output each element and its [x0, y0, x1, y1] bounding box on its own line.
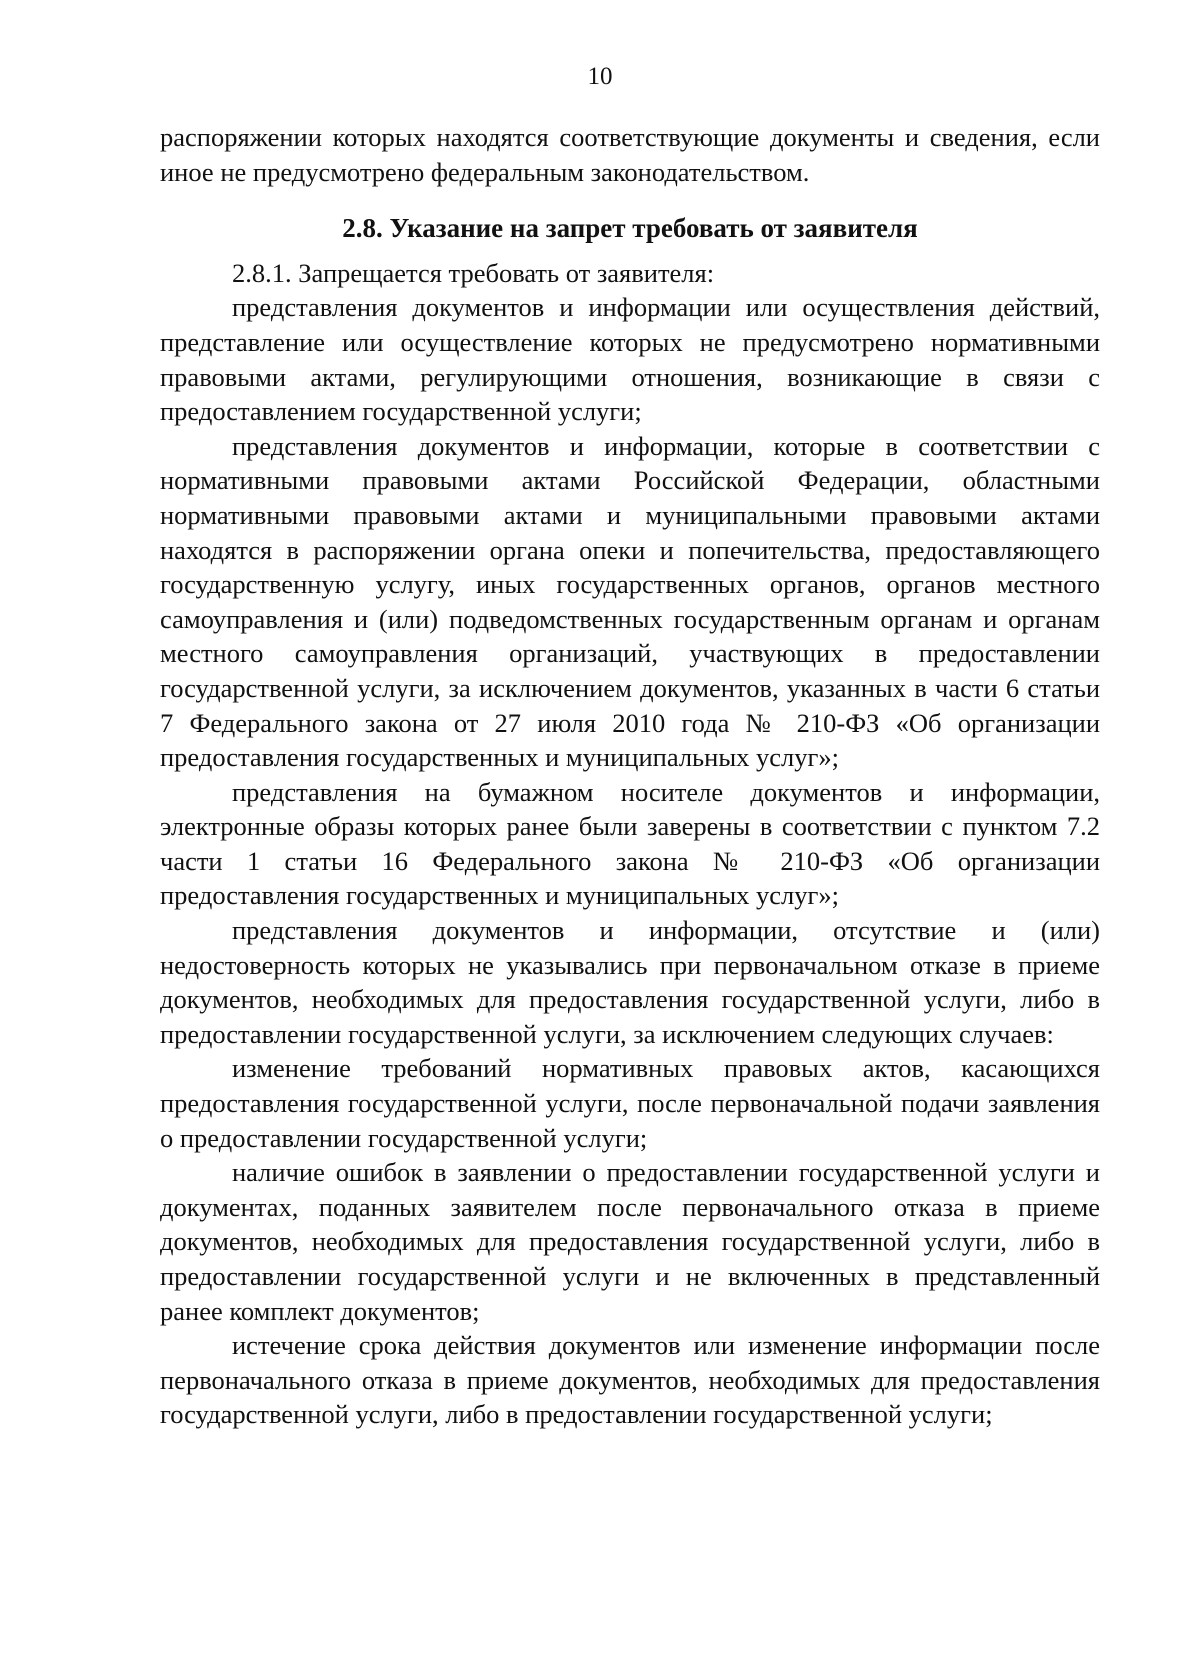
clause-intro: 2.8.1. Запрещается требовать от заявителя:: [232, 257, 715, 288]
paragraph: представления документов и информации, которые в соответствии с нормативными правовыми актами Российской Федерации, областными нормативными правовыми актами и муниципальными правовыми актами находятся в распоряжении органа опеки и попечительства, предоставляющего государственную услугу, иных государственных органов, органов местного самоуправления и (или) подведомственных государственным органам и органам местного самоуправления организаций, участвующих в предоставлении государственной услуги, за исключением документов, указанных в части 6 статьи 7 Федерального закона от 27 июля 2010 года № 210-ФЗ «Об организации предоставления государственных и муниципальных услуг»;: [160, 430, 1100, 773]
paragraph: представления на бумажном носителе документов и информации, электронные образы которых ранее были заверены в соответствии с пунктом 7.2 части 1 статьи 16 Федерального закона № 210-ФЗ «Об организации предоставления государственных и муниципальных услуг»;: [160, 776, 1100, 911]
paragraph: наличие ошибок в заявлении о предоставлении государственной услуги и документах, поданных заявителем после первоначального отказа в приеме документов, необходимых для предоставления государственной услуги, либо в предоставлении государственной услуги и не включенных в представленный ранее комплект документов;: [160, 1157, 1100, 1326]
paragraph: представления документов и информации или осуществления действий, представление или осуществление которых не предусмотрено нормативными правовыми актами, регулирующими отношения, возникающие в связи с предоставлением государственной услуги;: [160, 292, 1100, 427]
document-body: [160, 120, 1100, 1432]
section-heading: 2.8. Указание на запрет требовать от заявителя: [342, 213, 918, 244]
paragraph: представления документов и информации, отсутствие и (или) недостоверность которых не указывались при первоначальном отказе в приеме документов, необходимых для предоставления государственной услуги, либо в предоставлении государственной услуги, за исключением следующих случаев:: [160, 915, 1100, 1049]
paragraph-continuation: распоряжении которых находятся соответствующие документы и сведения, если иное не предусмотрено федеральным законодательством.: [160, 122, 1100, 187]
page-number: 10: [587, 63, 613, 90]
paragraph: изменение требований нормативных правовых актов, касающихся предоставления государственной услуги, после первоначальной подачи заявления о предоставлении государственной услуги;: [160, 1053, 1100, 1153]
paragraph: истечение срока действия документов или изменение информации после первоначального отказа в приеме документов, необходимых для предоставления государственной услуги, либо в предоставлении государственной услуги;: [160, 1330, 1100, 1430]
